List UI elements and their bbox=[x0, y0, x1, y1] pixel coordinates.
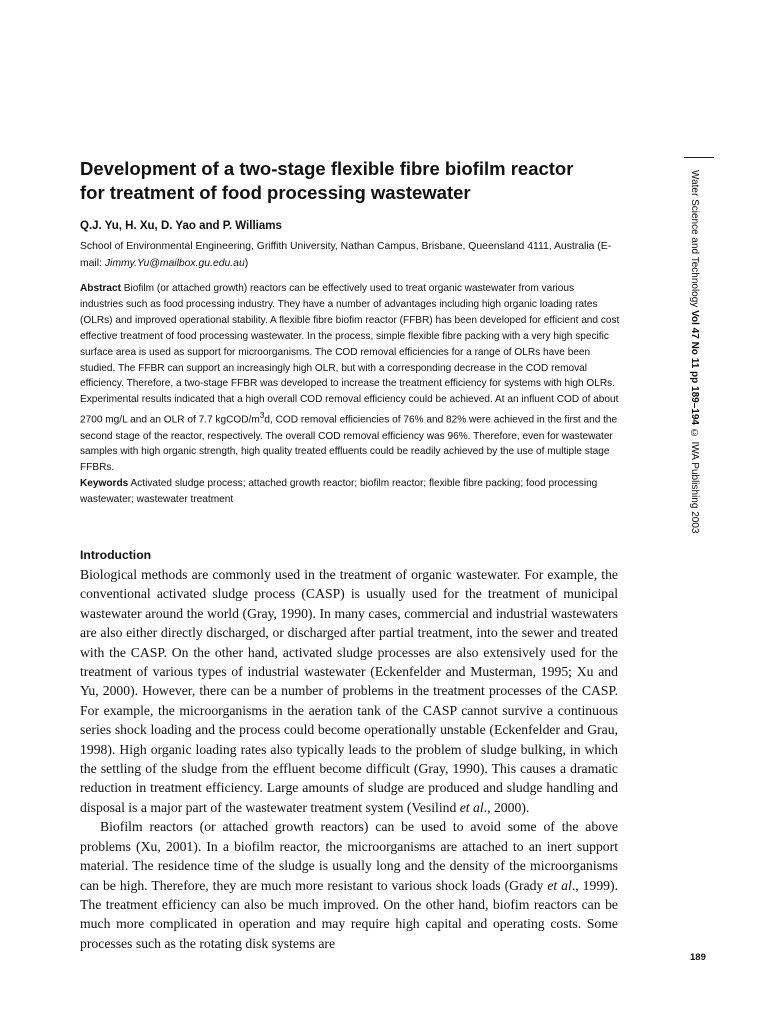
intro-paragraph-2 bbox=[80, 817, 618, 953]
introduction-body bbox=[80, 565, 618, 953]
intro-p2-etal: et al bbox=[547, 877, 572, 893]
affiliation-close: ) bbox=[244, 258, 249, 269]
sidebar-divider bbox=[684, 157, 714, 158]
keywords-label: Keywords bbox=[80, 478, 129, 490]
journal-sidebar bbox=[687, 170, 701, 533]
intro-p2-text: Biofilm reactors (or attached growth reactors) can be used to avoid some of the above problems (Xu, 2001). In a biofilm reactor, the microorganisms are attached to an inert support material. The residence time of the sludge is usually long and the density of the microorganisms can be high. Therefore, they are much more resistant to various shock loads (Grady bbox=[80, 819, 618, 893]
abstract-block bbox=[80, 281, 620, 508]
page-number: 189 bbox=[690, 952, 706, 963]
journal-publisher: © IWA Publishing 2003 bbox=[689, 424, 700, 534]
keywords-paragraph bbox=[80, 476, 620, 508]
abstract-text: Biofilm (or attached growth) reactors can be effectively used to treat organic wastewater from various industries such as food processing industry. They have a number of advantages including high organic loading rates (OLRs) and improved operational stability. A flexible fibre biofim reactor (FFBR) has been developed for efficient and cost effective treatment of food processing wastewater. In the process, simple flexible fibre packing with a very high specific surface area is used as support for microorganisms. The COD removal efficiencies for a range of OLRs have been studied. The FFBR can support an increasingly high OLR, but with a corresponding decrease in the COD removal efficiency. Therefore, a two-stage FFBR was developed to increase the treatment efficiency for systems with high OLRs. Experimental results indicated that a high overall COD removal efficiency could be achieved. At an influent COD of about 2700 mg/L and an OLR of 7.7 kgCOD/m bbox=[80, 283, 620, 426]
intro-p1-end: ., 2000). bbox=[483, 799, 530, 815]
journal-name: Water Science and Technology bbox=[689, 170, 700, 311]
intro-p1-etal: et al bbox=[459, 799, 484, 815]
author-affiliation bbox=[80, 238, 620, 272]
paper-title bbox=[80, 157, 640, 205]
keywords-text: Activated sludge process; attached growth reactor; biofilm reactor; flexible fibre packing; food processing wastewater; wastewater treatment bbox=[80, 478, 598, 506]
affiliation-text: School of Environmental Engineering, Griffith University, Nathan Campus, Brisbane, Queensland 4111, Australia (E-mail: bbox=[80, 241, 612, 269]
abstract-text-cont: d, COD removal efficiencies of 76% and 82% were achieved in the first and the second stage of the reactor, respectively. The overall COD removal efficiency was 96%. Therefore, even for wastewater samples with high organic strength, high quality treated effluents could be readily achieved by the use of multiple stage FFBRs. bbox=[80, 414, 618, 474]
title-line-1: Development of a two-stage flexible fibre biofilm reactor bbox=[80, 158, 574, 179]
abstract-label: Abstract bbox=[80, 283, 121, 294]
intro-paragraph-1 bbox=[80, 565, 618, 817]
author-email: Jimmy.Yu@mailbox.gu.edu.au bbox=[104, 258, 245, 269]
abstract-paragraph bbox=[80, 281, 620, 476]
intro-p2-text-cont: ., 1999). The treatment efficiency can also be much improved. On the other hand, biofim reactors can be much more complicated in operation and may require high capital and operating costs. Some processes such as the rotating disk systems are bbox=[80, 877, 618, 951]
title-line-2: for treatment of food processing wastewater bbox=[80, 182, 471, 203]
journal-volume: Vol 47 No 11 pp 189–194 bbox=[689, 310, 700, 425]
section-heading-introduction: Introduction bbox=[80, 548, 152, 562]
abstract-superscript: 3 bbox=[259, 410, 265, 421]
author-list: Q.J. Yu, H. Xu, D. Yao and P. Williams bbox=[80, 220, 282, 232]
intro-p1-text: Biological methods are commonly used in the treatment of organic wastewater. For example, the conventional activated sludge process (CASP) is usually used for the treatment of municipal wastewater around the world (Gray, 1990). In many cases, commercial and industrial wastewaters are also either directly discharged, or discharged after partial treatment, into the sewer and treated with the CASP. On the other hand, activated sludge processes are also extensively used for the treatment of various types of industrial wastewater (Eckenfelder and Musterman, 1995; Xu and Yu, 2000). However, there can be a number of problems in the treatment processes of the CASP. For example, the microorganisms in the aeration tank of the CASP cannot survive a continuous series shock loading and the process could become operationally unstable (Eckenfelder and Grau, 1998). High organic loading rates also typically leads to the problem of sludge bulking, in which the settling of the sludge from the effluent become difficult (Gray, 1990). This causes a dramatic reduction in treatment efficiency. Large amounts of sludge are produced and sludge handling and disposal is a major part of the wastewater treatment system (Vesilind bbox=[80, 567, 618, 815]
